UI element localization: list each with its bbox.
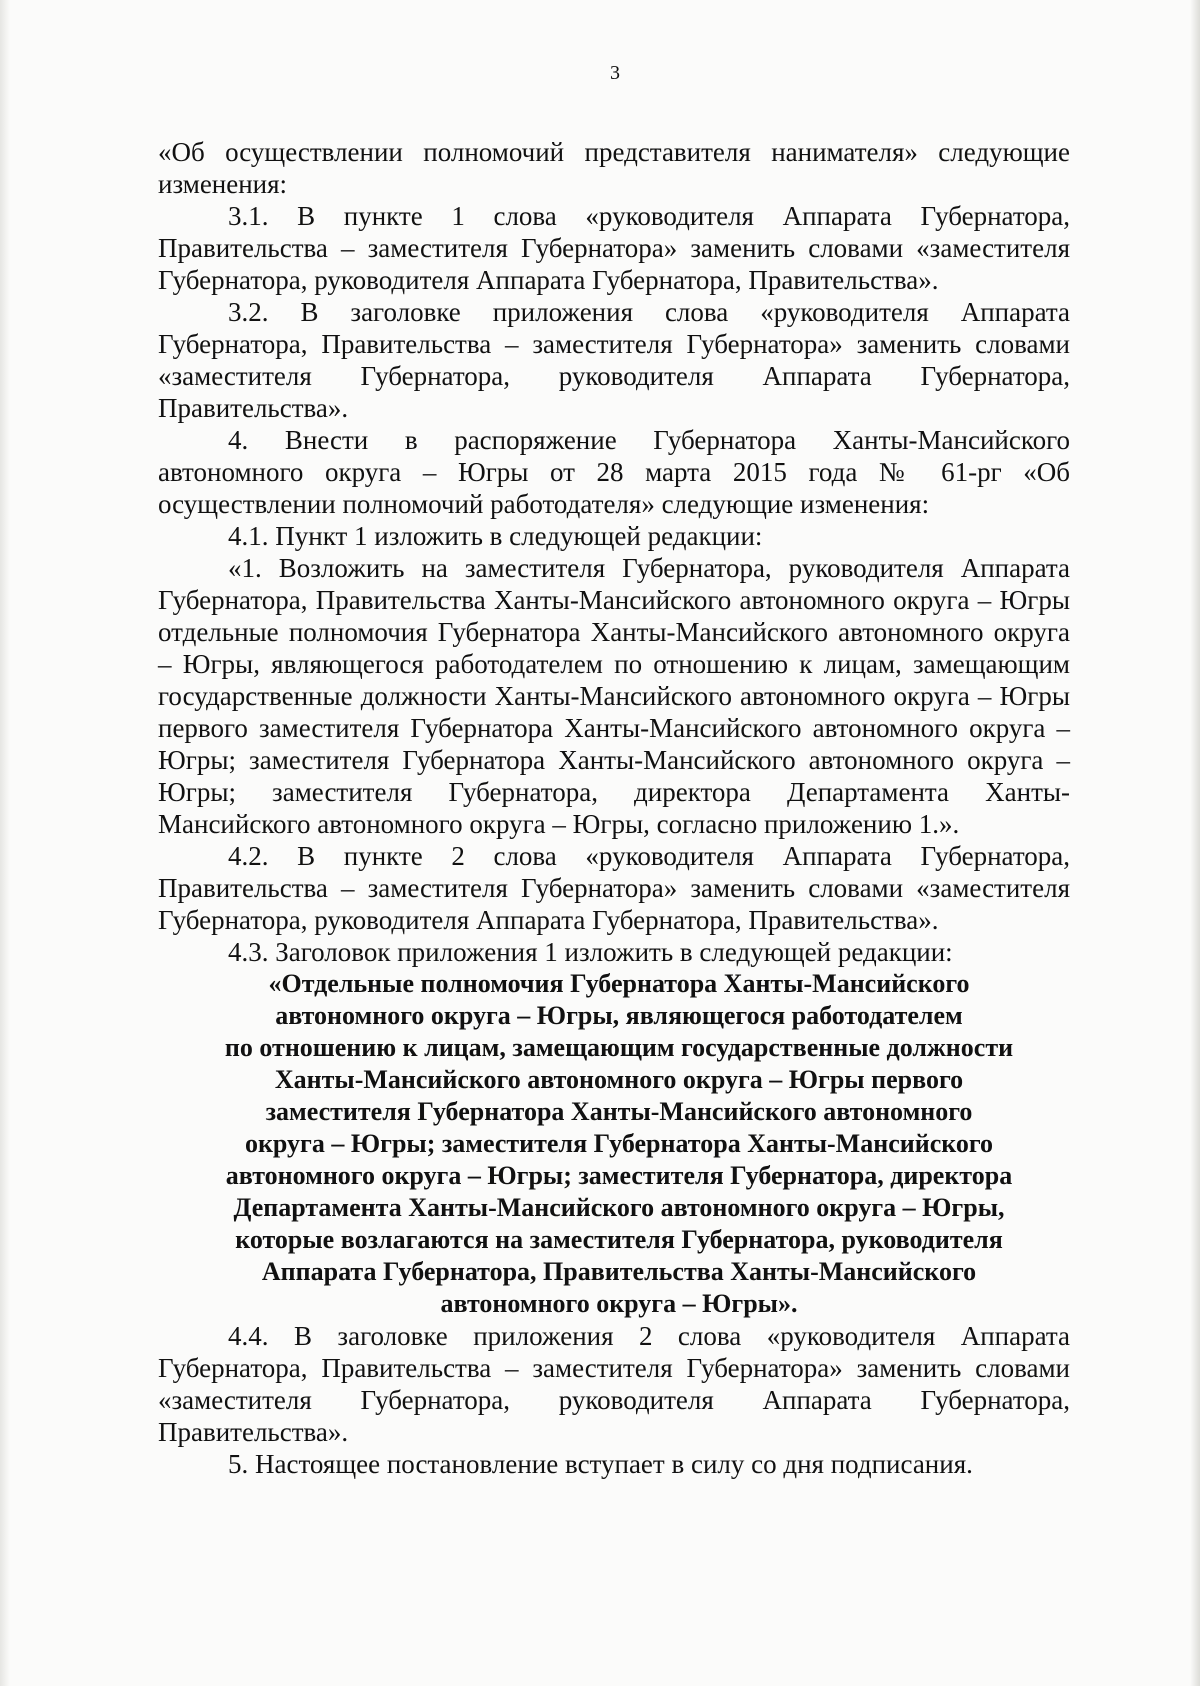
paragraph-5: 5. Настоящее постановление вступает в силу со дня подписания. — [228, 1449, 973, 1479]
heading-line: округа – Югры; заместителя Губернатора Ханты-Мансийского — [244, 1129, 994, 1158]
paragraph-4-2: 4.2. В пункте 2 слова «руководителя Аппарата Губернатора, Правительства – заместителя Губернатора» заменить словами «заместителя Губернатора, руководителя Аппарата Губернатора, Правительства». — [158, 841, 1070, 935]
heading-line: автономного округа – Югры, являющегося работодателем — [275, 1001, 963, 1030]
heading-line: Ханты-Мансийского автономного округа – Югры первого — [274, 1065, 964, 1094]
heading-line: автономного округа – Югры». — [440, 1289, 798, 1318]
paragraph-3-2: 3.2. В заголовке приложения слова «руководителя Аппарата Губернатора, Правительства – заместителя Губернатора» заменить словами «заместителя Губернатора, руководителя Аппарата Губернатора, Правительства». — [158, 297, 1070, 423]
heading-line: Аппарата Губернатора, Правительства Ханты-Мансийского — [261, 1257, 977, 1286]
paragraph-4-4: 4.4. В заголовке приложения 2 слова «руководителя Аппарата Губернатора, Правительства – заместителя Губернатора» заменить словами «заместителя Губернатора, руководителя Аппарата Губернатора, Правительства». — [158, 1321, 1070, 1447]
paragraph-4-1-text: «1. Возложить на заместителя Губернатора, руководителя Аппарата Губернатора, Правительства Ханты-Мансийского автономного округа – Югры отдельные полномочия Губернатора Ханты-Мансийского автономного округа – Югры, являющегося работодателем по отношению к лицам, замещающим государственные должности Ханты-Мансийского автономного округа – Югры первого заместителя Губернатора Ханты-Мансийского автономного округа – Югры; заместителя Губернатора Ханты-Мансийского автономного округа – Югры; заместителя Губернатора, директора Департамента Ханты-Мансийского автономного округа – Югры, согласно приложению 1.». — [158, 553, 1070, 839]
document-body — [158, 136, 1070, 1480]
paragraph-4: 4. Внести в распоряжение Губернатора Ханты-Мансийского автономного округа – Югры от 28 марта 2015 года № 61-рг «Об осуществлении полномочий работодателя» следующие изменения: — [158, 425, 1070, 519]
heading-line: Департамента Ханты-Мансийского автономного округа – Югры, — [233, 1193, 1005, 1222]
heading-line: автономного округа – Югры; заместителя Губернатора, директора — [225, 1161, 1013, 1190]
appendix-heading — [158, 968, 1070, 1320]
heading-line: «Отдельные полномочия Губернатора Ханты-Мансийского — [268, 969, 970, 998]
scan-edge-right — [1190, 0, 1200, 1686]
page-number: 3 — [610, 62, 620, 84]
heading-line: которые возлагаются на заместителя Губернатора, руководителя — [235, 1225, 1003, 1254]
heading-line: заместителя Губернатора Ханты-Мансийского автономного — [265, 1097, 973, 1126]
paragraph-4-3: 4.3. Заголовок приложения 1 изложить в следующей редакции: — [228, 937, 953, 967]
scan-edge-left — [0, 0, 10, 1686]
paragraph-continuation: «Об осуществлении полномочий представителя нанимателя» следующие изменения: — [158, 137, 1070, 199]
heading-line: по отношению к лицам, замещающим государственные должности — [224, 1033, 1014, 1062]
paragraph-3-1: 3.1. В пункте 1 слова «руководителя Аппарата Губернатора, Правительства – заместителя Губернатора» заменить словами «заместителя Губернатора, руководителя Аппарата Губернатора, Правительства». — [158, 201, 1070, 295]
paragraph-4-1: 4.1. Пункт 1 изложить в следующей редакции: — [228, 521, 763, 551]
